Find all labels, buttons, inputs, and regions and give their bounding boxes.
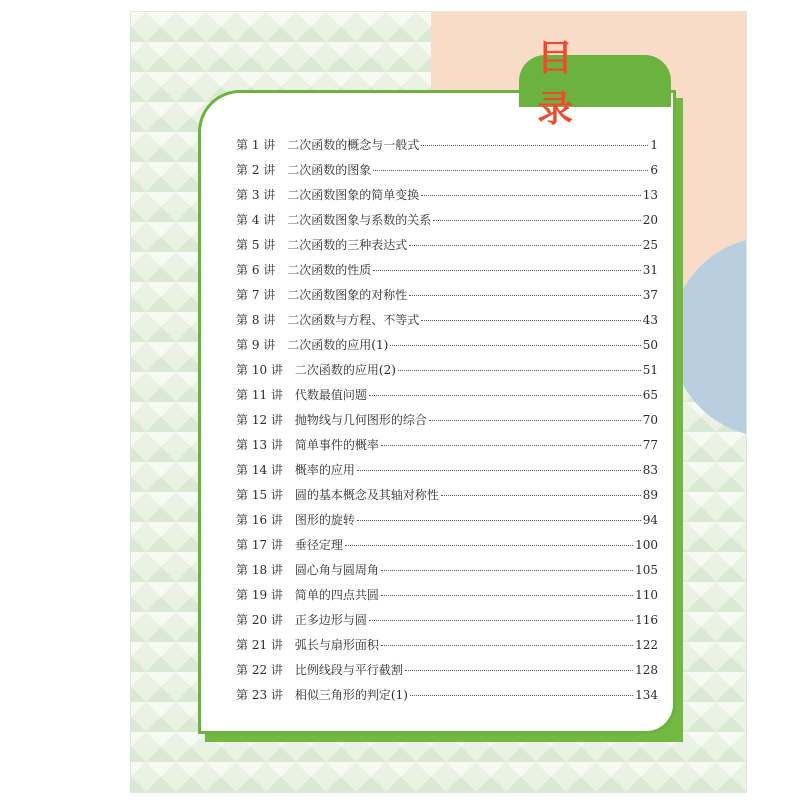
toc-leader-dots: [421, 320, 640, 321]
toc-entry-title: 二次函数的图象: [287, 163, 372, 177]
toc-entry-page: 1: [650, 138, 658, 152]
toc-entry-number: 第 13 讲: [236, 438, 283, 452]
toc-leader-dots: [421, 195, 640, 196]
toc-leader-dots: [390, 345, 640, 346]
toc-entry-page: 77: [642, 438, 658, 452]
toc-entry-title: 简单的四点共圆: [294, 588, 379, 602]
toc-entry-number: 第 14 讲: [236, 463, 283, 477]
toc-entry-title: 抛物线与几何图形的综合: [294, 413, 427, 427]
toc-entry-title: 简单事件的概率: [294, 438, 379, 452]
toc-entry[interactable]: [236, 261, 658, 286]
toc-leader-dots: [369, 395, 641, 396]
toc-entry-title: 垂径定理: [294, 538, 343, 552]
toc-entry-title: 二次函数的概念与一般式: [287, 138, 420, 152]
toc-entry-title: 二次函数的应用(1): [287, 338, 389, 352]
toc-entry-number: 第 19 讲: [236, 588, 283, 602]
toc-entry-page: 122: [635, 638, 658, 652]
toc-entry[interactable]: [236, 311, 658, 336]
toc-entry[interactable]: [236, 611, 658, 636]
toc-entry[interactable]: [236, 411, 658, 436]
toc-leader-dots: [373, 270, 640, 271]
toc-entry-title: 正多边形与圆: [294, 613, 367, 627]
toc-entry-number: 第 17 讲: [236, 538, 283, 552]
toc-leader-dots: [381, 445, 641, 446]
toc-leader-dots: [357, 520, 641, 521]
toc-entry[interactable]: [236, 211, 658, 236]
toc-entry-title: 二次函数的应用(2): [294, 363, 396, 377]
toc-entry-number: 第 7 讲: [236, 288, 276, 302]
toc-entry-number: 第 10 讲: [236, 363, 283, 377]
toc-entry[interactable]: [236, 486, 658, 511]
toc-entry-page: 6: [650, 163, 658, 177]
toc-leader-dots: [441, 495, 641, 496]
toc-entry-number: 第 12 讲: [236, 413, 283, 427]
toc-entry[interactable]: [236, 661, 658, 686]
toc-leader-dots: [409, 245, 640, 246]
toc-leader-dots: [410, 695, 633, 696]
toc-leader-dots: [405, 670, 633, 671]
toc-entry-title: 二次函数图象与系数的关系: [287, 213, 432, 227]
toc-entry-page: 83: [642, 463, 658, 477]
toc-entry-number: 第 3 讲: [236, 188, 276, 202]
toc-entry[interactable]: [236, 336, 658, 361]
toc-entry-title: 圆的基本概念及其轴对称性: [294, 488, 439, 502]
toc-entry-page: 110: [635, 588, 658, 602]
toc-entry-title: 圆心角与圆周角: [294, 563, 379, 577]
toc-leader-dots: [369, 620, 633, 621]
toc-entry-number: 第 23 讲: [236, 688, 283, 702]
toc-entry-page: 25: [642, 238, 658, 252]
toc-entry[interactable]: [236, 361, 658, 386]
toc-entry-page: 116: [635, 613, 658, 627]
toc-entry[interactable]: [236, 136, 658, 161]
toc-leader-dots: [421, 145, 648, 146]
toc-entry-page: 51: [642, 363, 658, 377]
toc-entry-page: 43: [642, 313, 658, 327]
toc-entry[interactable]: [236, 236, 658, 261]
toc-entry[interactable]: [236, 511, 658, 536]
toc-entry[interactable]: [236, 636, 658, 661]
toc-entry-number: 第 18 讲: [236, 563, 283, 577]
page-title: 目 录: [537, 38, 592, 130]
toc-entry-page: 100: [635, 538, 658, 552]
toc-leader-dots: [433, 220, 640, 221]
title-tab: [519, 38, 671, 130]
toc-entry[interactable]: [236, 386, 658, 411]
toc-entry-number: 第 20 讲: [236, 613, 283, 627]
toc-entry[interactable]: [236, 586, 658, 611]
toc-entry-title: 概率的应用: [294, 463, 355, 477]
toc-entry-title: 二次函数与方程、不等式: [287, 313, 420, 327]
table-of-contents: [236, 136, 658, 711]
toc-entry-number: 第 22 讲: [236, 663, 283, 677]
toc-entry-page: 105: [635, 563, 658, 577]
toc-leader-dots: [381, 595, 633, 596]
toc-leader-dots: [381, 645, 633, 646]
toc-entry-title: 代数最值问题: [294, 388, 367, 402]
toc-entry-title: 二次函数的三种表达式: [287, 238, 408, 252]
toc-entry-page: 65: [642, 388, 658, 402]
toc-entry-number: 第 8 讲: [236, 313, 276, 327]
toc-entry[interactable]: [236, 161, 658, 186]
toc-leader-dots: [357, 470, 641, 471]
toc-entry-number: 第 15 讲: [236, 488, 283, 502]
toc-entry-page: 89: [642, 488, 658, 502]
toc-leader-dots: [429, 420, 641, 421]
toc-entry-title: 相似三角形的判定(1): [294, 688, 408, 702]
toc-entry[interactable]: [236, 561, 658, 586]
toc-entry[interactable]: [236, 536, 658, 561]
toc-entry-number: 第 11 讲: [236, 388, 283, 402]
toc-entry-title: 二次函数图象的对称性: [287, 288, 408, 302]
toc-entry[interactable]: [236, 686, 658, 711]
toc-entry-number: 第 1 讲: [236, 138, 276, 152]
toc-entry[interactable]: [236, 436, 658, 461]
toc-entry-page: 37: [642, 288, 658, 302]
toc-entry-page: 134: [635, 688, 658, 702]
toc-entry-title: 二次函数的性质: [287, 263, 372, 277]
toc-entry-page: 70: [642, 413, 658, 427]
toc-entry-title: 图形的旋转: [294, 513, 355, 527]
toc-entry-page: 50: [642, 338, 658, 352]
toc-entry-number: 第 5 讲: [236, 238, 276, 252]
toc-entry-number: 第 6 讲: [236, 263, 276, 277]
toc-entry-number: 第 16 讲: [236, 513, 283, 527]
toc-leader-dots: [381, 570, 633, 571]
toc-entry-title: 二次函数图象的简单变换: [287, 188, 420, 202]
toc-leader-dots: [398, 370, 641, 371]
toc-entry-title: 弧长与扇形面积: [294, 638, 379, 652]
toc-entry-number: 第 21 讲: [236, 638, 283, 652]
toc-entry[interactable]: [236, 286, 658, 311]
toc-entry-page: 94: [642, 513, 658, 527]
toc-entry[interactable]: [236, 186, 658, 211]
toc-entry-number: 第 2 讲: [236, 163, 276, 177]
toc-leader-dots: [373, 170, 648, 171]
toc-entry[interactable]: [236, 461, 658, 486]
toc-leader-dots: [345, 545, 633, 546]
toc-entry-title: 比例线段与平行截割: [294, 663, 403, 677]
toc-entry-page: 31: [642, 263, 658, 277]
toc-entry-page: 13: [642, 188, 658, 202]
toc-leader-dots: [409, 295, 640, 296]
toc-entry-page: 128: [635, 663, 658, 677]
toc-entry-number: 第 9 讲: [236, 338, 276, 352]
toc-entry-number: 第 4 讲: [236, 213, 276, 227]
toc-entry-page: 20: [642, 213, 658, 227]
